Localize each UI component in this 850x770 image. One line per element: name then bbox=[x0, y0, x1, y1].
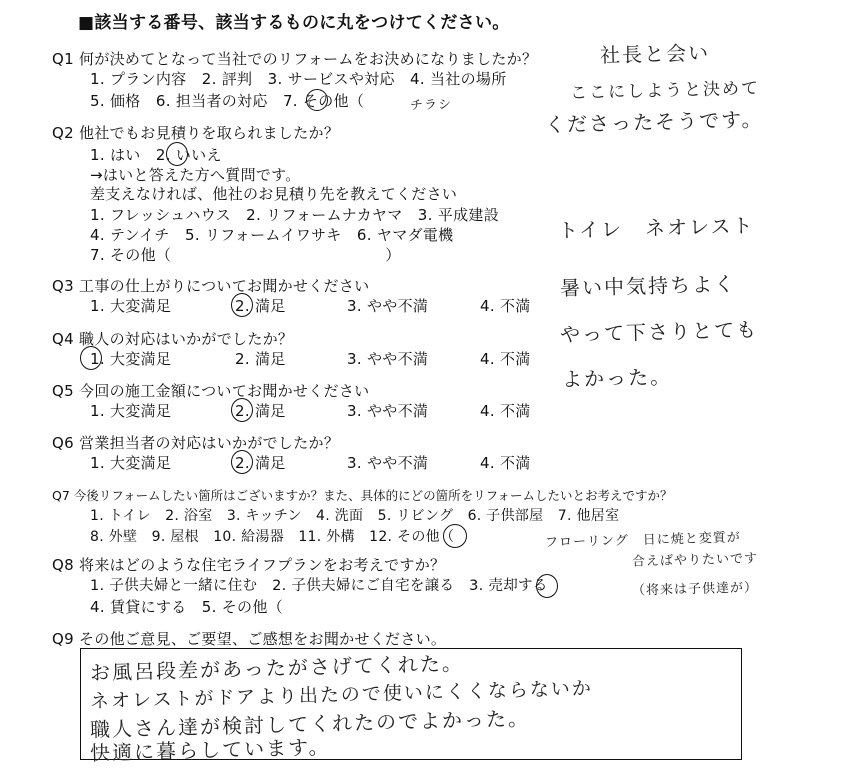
q6-question: Q6 営業担当者の対応はいかがでしたか？ bbox=[52, 434, 340, 452]
q8-selected-circle bbox=[536, 574, 558, 598]
q6-option-4: 4. 不満 bbox=[480, 454, 531, 472]
q4-option-4: 4. 不満 bbox=[480, 350, 531, 368]
q5-options bbox=[90, 402, 560, 420]
q3-question: Q3 工事の仕上がりについてお聞かせください bbox=[52, 277, 370, 295]
q7-options-line1: 1. トイレ 2. 浴室 3. キッチン 4. 洗面 5. リビング 6. 子供部屋 7. 他居室 bbox=[90, 508, 620, 524]
q6-selected-circle bbox=[231, 450, 253, 474]
q3-option-3: 3. やや不満 bbox=[347, 297, 429, 315]
q5-option-4: 4. 不満 bbox=[480, 402, 531, 420]
q6-options bbox=[90, 454, 560, 472]
q4-option-3: 3. やや不満 bbox=[347, 350, 429, 368]
q7-options-line2: 8. 外壁 9. 屋根 10. 給湯器 11. 外構 12. その他（ bbox=[90, 529, 455, 545]
q9-question: Q9 その他ご意見、ご要望、ご感想をお聞かせください。 bbox=[52, 630, 447, 648]
q5-option-1: 1. 大変満足 bbox=[90, 402, 172, 420]
q6-option-1: 1. 大変満足 bbox=[90, 454, 172, 472]
q6-option-3: 3. やや不満 bbox=[347, 454, 429, 472]
q7-handwritten-note-2: 合えばやりたいです bbox=[631, 551, 759, 570]
q9-handwritten-line3: 職人さん達が検討してくれたのでよかった。 bbox=[89, 706, 531, 742]
q3-option-2: 2. 満足 bbox=[235, 297, 286, 315]
q2-company-line2: 4. テンイチ 5. リフォームイワサキ 6. ヤマダ電機 bbox=[90, 226, 454, 244]
q7-question: Q7 今後リフォームしたい箇所はございますか？また、具体的にどの箇所をリフォームしたいとお考えですか？ bbox=[52, 488, 673, 503]
q2-options-line1: 1. はい 2. いいえ bbox=[90, 146, 222, 164]
q4-question: Q4 職人の対応はいかがでしたか？ bbox=[52, 330, 294, 348]
q1-options-line2: 5. 価格 6. 担当者の対応 7. その他（ bbox=[90, 92, 365, 110]
q1-handwritten-other: チラシ bbox=[409, 97, 453, 114]
q2-instruction: 差支えなければ、他社のお見積り先を教えてください bbox=[90, 185, 458, 203]
q3-selected-circle bbox=[231, 293, 253, 317]
q7-handwritten-note-1: フローリング 日に焼と変質が bbox=[544, 530, 741, 551]
q3-option-4: 4. 不満 bbox=[480, 297, 531, 315]
q1-handwritten-note-3: くださったそうです。 bbox=[544, 107, 764, 137]
q1-options-line1: 1. プラン内容 2. 評判 3. サービスや対応 4. 当社の場所 bbox=[90, 70, 507, 88]
q9-handwritten-line2: ネオレストがドアより出たので使いにくくならないか bbox=[89, 677, 594, 713]
q4-options bbox=[90, 350, 560, 368]
q2-company-line1: 1. フレッシュハウス 2. リフォームナカヤマ 3. 平成建設 bbox=[90, 206, 499, 224]
q2-followup: →はいと答えた方へ質問です。 bbox=[90, 166, 301, 184]
q5-option-2: 2. 満足 bbox=[235, 402, 286, 420]
q5-selected-circle bbox=[231, 398, 253, 422]
q1-selected-circle bbox=[306, 89, 328, 111]
q4-handwritten-note-3: よかった。 bbox=[561, 364, 673, 392]
q9-handwritten-line4: 快適に暮らしています。 bbox=[89, 734, 331, 766]
q4-option-1: 1. 大変満足 bbox=[90, 350, 172, 368]
q1-question: Q1 何が決めてとなって当社でのリフォームをお決めになりましたか？ bbox=[52, 50, 538, 68]
q5-option-3: 3. やや不満 bbox=[347, 402, 429, 420]
q8-question: Q8 将来はどのような住宅ライフプランをお考えですか？ bbox=[52, 556, 446, 574]
q8-handwritten-note: （将来は子供達が） bbox=[631, 580, 759, 599]
q4-handwritten-note-2: やって下さりとても bbox=[559, 317, 759, 347]
q7-selected-circle bbox=[443, 524, 467, 548]
q3-option-1: 1. 大変満足 bbox=[90, 297, 172, 315]
q4-handwritten-note-1: 暑い中気持ちよく bbox=[559, 271, 737, 301]
q1-handwritten-note-1: 社長と会い bbox=[599, 40, 711, 68]
q9-handwritten-line1: お風呂段差があったがさげてくれた。 bbox=[89, 651, 465, 685]
q8-options-line2: 4. 賃貸にする 5. その他（ bbox=[90, 598, 283, 616]
q1-handwritten-note-2: ここにしようと決めて bbox=[569, 78, 761, 104]
q3-options bbox=[90, 297, 560, 315]
q4-option-2: 2. 満足 bbox=[235, 350, 286, 368]
q8-options-line1: 1. 子供夫婦と一緒に住む 2. 子供夫婦にご自宅を譲る 3. 売却する bbox=[90, 578, 548, 594]
page-header: ■該当する番号、該当するものに丸をつけてください。 bbox=[78, 13, 510, 33]
q2-handwritten-note: トイレ ネオレスト bbox=[557, 213, 755, 243]
q5-question: Q5 今回の施工金額についてお聞かせください bbox=[52, 382, 370, 400]
q2-company-line3: 7. その他（ ） bbox=[90, 246, 401, 264]
q6-option-2: 2. 満足 bbox=[235, 454, 286, 472]
q2-question: Q2 他社でもお見積りを取られましたか？ bbox=[52, 124, 340, 142]
q4-selected-circle bbox=[80, 346, 102, 370]
q2-selected-circle bbox=[166, 142, 188, 166]
